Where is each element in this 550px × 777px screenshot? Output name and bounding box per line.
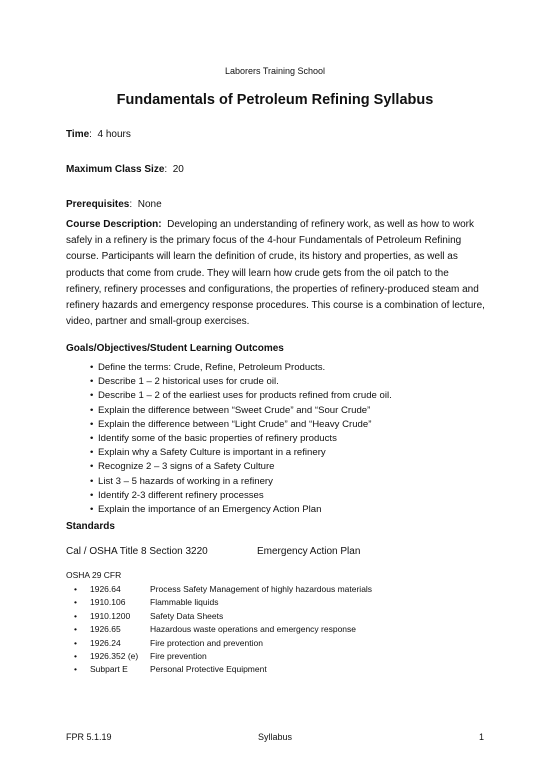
standard-desc: Hazardous waste operations and emergency response [150, 624, 357, 635]
bullet-icon: • [74, 624, 77, 635]
goal-item [66, 446, 496, 460]
goal-text: Identify some of the basic properties of refinery products [98, 432, 337, 444]
goals-list [66, 361, 496, 517]
bullet-icon: • [90, 362, 94, 373]
standard-desc: Personal Protective Equipment [150, 664, 267, 675]
goal-item [66, 503, 496, 517]
standard-code: 1910.106 [90, 597, 126, 608]
goal-text: Explain why a Safety Culture is important in a refinery [98, 447, 326, 459]
bullet-icon: • [74, 650, 77, 661]
goal-text: Describe 1 – 2 historical uses for crude oil. [98, 376, 279, 388]
bullet-icon: • [90, 404, 94, 416]
goal-text: Explain the difference between “Light Crude” and “Heavy Crude” [98, 418, 372, 430]
page-title: Fundamentals of Petroleum Refining Syllabus [116, 92, 434, 108]
goal-text: List 3 – 5 hazards of working in a refinery [98, 475, 273, 487]
standard-code: Subpart E [90, 664, 128, 675]
goal-text: Recognize 2 – 3 signs of a Safety Culture [98, 461, 275, 473]
course-description [66, 217, 486, 330]
standard-code: 1926.352 (e) [90, 650, 139, 661]
goal-item [66, 460, 496, 474]
max-class-label: Maximum Class Size [66, 164, 165, 175]
standards-heading: Standards [66, 521, 115, 532]
bullet-icon: • [90, 461, 94, 473]
standard-code: 1926.24 [90, 637, 121, 648]
time-value: 4 hours [97, 129, 131, 140]
prereq-value: None [137, 199, 162, 210]
standard-item [66, 596, 506, 609]
bullet-icon: • [90, 447, 94, 459]
standard-code: 1926.64 [90, 584, 121, 594]
course-description-label: Course Description: [66, 219, 162, 230]
standard-desc: Fire protection and prevention [150, 637, 263, 648]
standard-item [66, 583, 506, 596]
cal-osha-code: Cal / OSHA Title 8 Section 3220 [66, 546, 208, 557]
goal-item [66, 418, 496, 432]
footer-left: FPR 5.1.19 [66, 732, 112, 742]
bullet-icon: • [90, 376, 94, 388]
standard-desc: Fire prevention [150, 650, 207, 661]
standard-code: 1926.65 [90, 624, 121, 635]
bullet-icon: • [90, 390, 94, 402]
bullet-icon: • [90, 432, 94, 444]
bullet-icon: • [90, 489, 94, 501]
course-description-text: Developing an understanding of refinery work, as well as how to work safely in a refinery is the primary focus of the 4-hour Fundamentals of Petroleum Refining course. Participants will learn the definition of crude, its history and properties, as well as products that come from crude. They will learn how crude gets from the oil patch to the refinery, refinery processes and configurations, the properties of refinery-produced steam and refinery hazards and emergency response procedures. This course is a combination of lecture, video, partner and small-group exercises. [66, 219, 485, 328]
bullet-icon: • [90, 475, 94, 487]
goal-text: Explain the difference between “Sweet Crude” and “Sour Crude” [98, 404, 371, 416]
prereq-label: Prerequisites [66, 199, 130, 210]
bullet-icon: • [90, 503, 94, 515]
standard-item [66, 650, 506, 663]
standard-item [66, 637, 506, 650]
standards-list [66, 583, 506, 677]
goal-item [66, 404, 496, 418]
osha-cfr-label: OSHA 29 CFR [66, 570, 122, 580]
standard-code: 1910.1200 [90, 610, 131, 621]
bullet-icon: • [90, 418, 94, 430]
goal-item [66, 389, 496, 403]
bullet-icon: • [74, 610, 77, 621]
goal-item [66, 432, 496, 446]
goal-item [66, 489, 496, 503]
bullet-icon: • [74, 584, 77, 594]
goal-item [66, 361, 496, 375]
standard-item [66, 623, 506, 636]
max-class-value: 20 [172, 164, 184, 175]
cal-osha-row [66, 546, 486, 557]
standard-desc: Process Safety Management of highly hazardous materials [150, 584, 373, 594]
goal-item [66, 475, 496, 489]
goal-item [66, 375, 496, 389]
document-header: Laborers Training School [224, 66, 326, 76]
goal-text: Describe 1 – 2 of the earliest uses for products refined from crude oil. [98, 390, 392, 402]
goal-text: Identify 2-3 different refinery processes [98, 489, 264, 501]
bullet-icon: • [74, 637, 77, 648]
bullet-icon: • [74, 597, 77, 608]
goal-text: Define the terms: Crude, Refine, Petroleum Products. [98, 362, 326, 373]
footer-center: Syllabus [257, 732, 293, 742]
footer-page-number: 1 [478, 732, 484, 742]
standard-item [66, 610, 506, 623]
time-label: Time [66, 129, 90, 140]
time-field: Time: 4 hours [66, 129, 131, 140]
standard-desc: Safety Data Sheets [150, 610, 224, 621]
cal-osha-desc: Emergency Action Plan [257, 546, 361, 557]
goals-heading: Goals/Objectives/Student Learning Outcomes [66, 343, 284, 354]
bullet-icon: • [74, 664, 77, 675]
max-class-field: Maximum Class Size: 20 [66, 164, 184, 175]
goal-text: Explain the importance of an Emergency Action Plan [98, 503, 322, 515]
standard-desc: Flammable liquids [150, 597, 219, 608]
prereq-field: Prerequisites: None [66, 199, 162, 210]
standard-item [66, 663, 506, 676]
